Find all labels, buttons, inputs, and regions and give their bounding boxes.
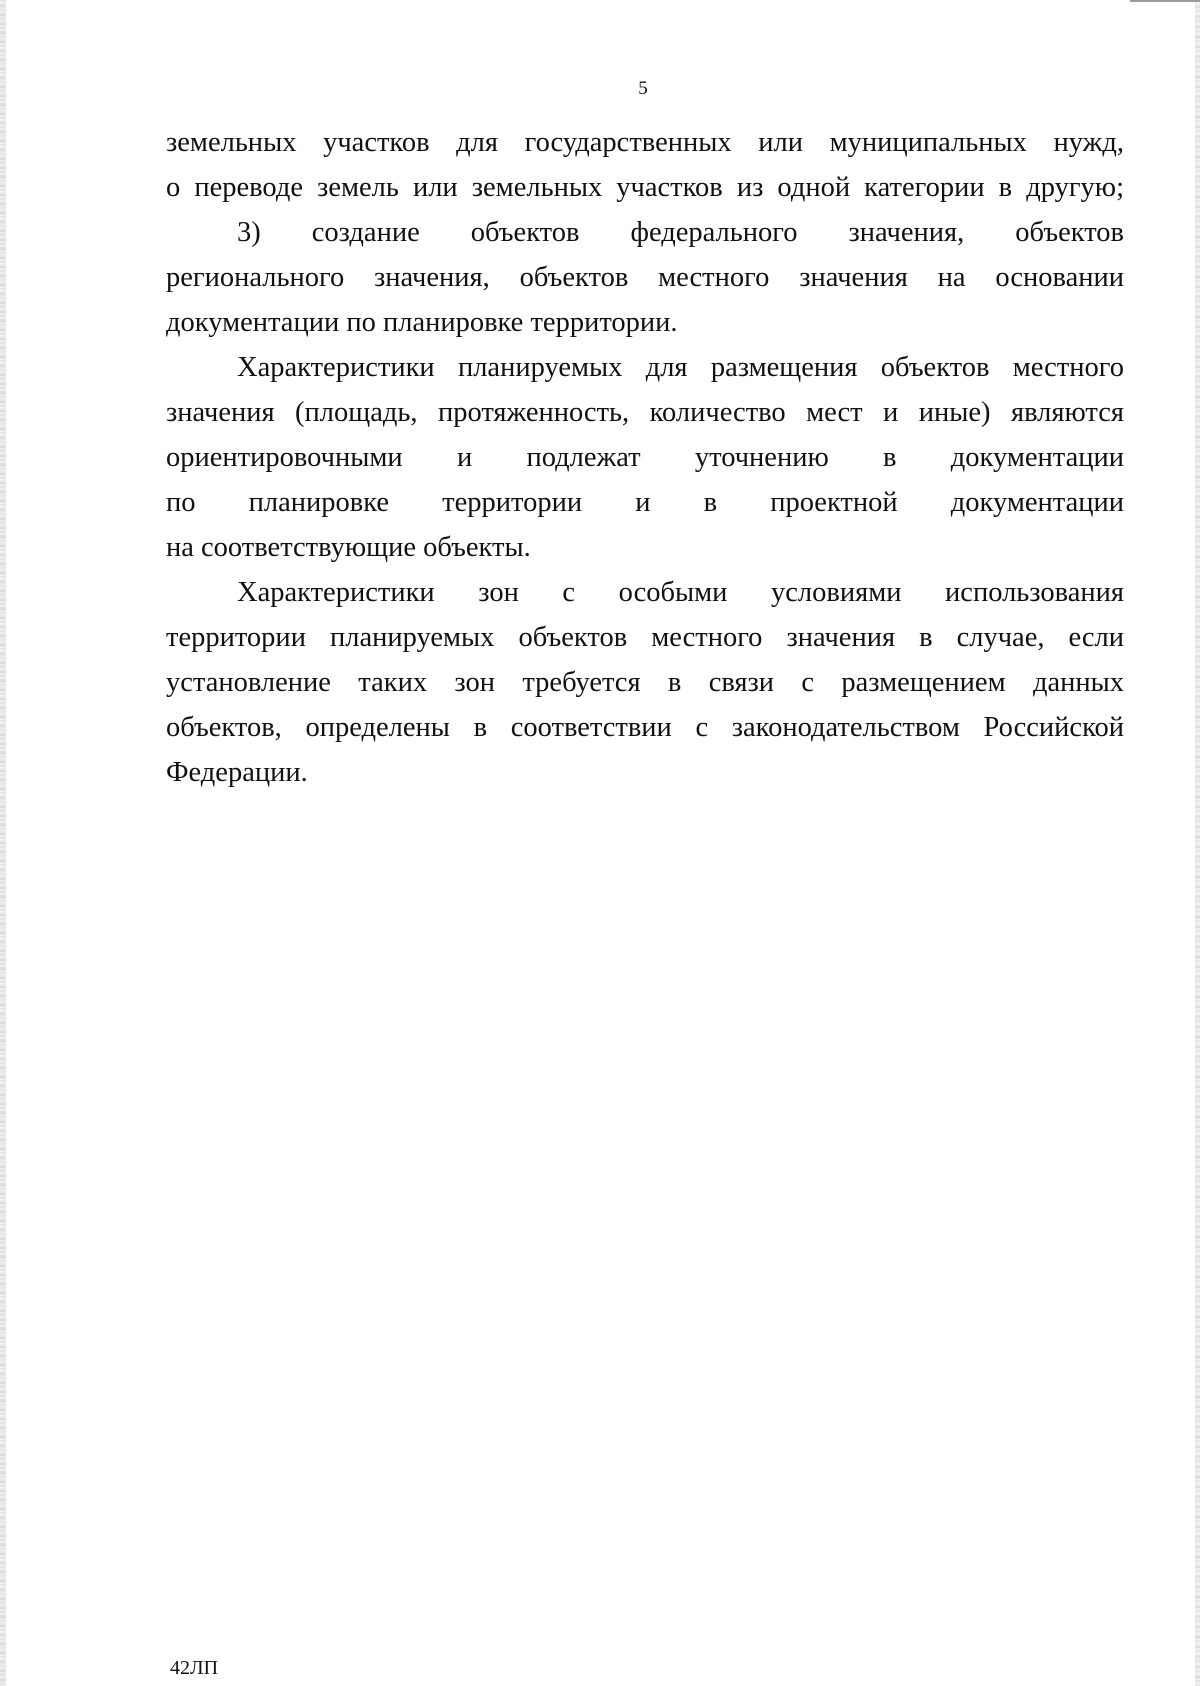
text-line: территории планируемых объектов местного значения в случае, если: [166, 622, 1124, 653]
scan-edge-top-right: [1130, 0, 1200, 2]
text-line: значения (площадь, протяженность, количество мест и иные) являются: [166, 397, 1124, 428]
text-line: по планировке территории и в проектной документации: [166, 487, 1124, 518]
text-line: Федерации.: [166, 757, 308, 788]
text-line: на соответствующие объекты.: [166, 532, 531, 563]
text-line: Характеристики планируемых для размещения объектов местного: [237, 352, 1124, 383]
text-line: объектов, определены в соответствии с законодательством Российской: [166, 712, 1124, 743]
text-line: 3) создание объектов федерального значения, объектов: [237, 217, 1124, 248]
text-line: Характеристики зон с особыми условиями использования: [237, 577, 1124, 608]
scan-edge-right: [1195, 0, 1200, 1686]
document-code: 42ЛП: [170, 1657, 219, 1679]
scan-edge-left: [0, 0, 6, 1686]
page-number: 5: [638, 78, 648, 99]
text-line: документации по планировке территории.: [166, 307, 678, 338]
text-line: земельных участков для государственных или муниципальных нужд,: [166, 127, 1124, 158]
text-line: ориентировочными и подлежат уточнению в документации: [166, 442, 1124, 473]
text-line: регионального значения, объектов местного значения на основании: [166, 262, 1124, 293]
text-line: о переводе земель или земельных участков из одной категории в другую;: [166, 172, 1124, 203]
text-line: установление таких зон требуется в связи с размещением данных: [166, 667, 1124, 698]
